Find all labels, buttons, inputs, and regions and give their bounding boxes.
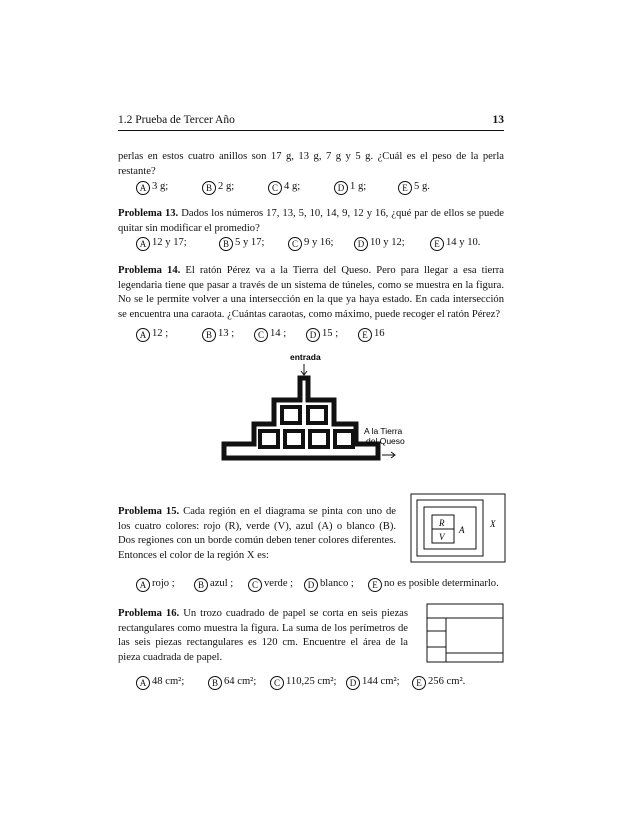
tunnel-room — [260, 431, 278, 447]
tunnel-diagram — [216, 346, 412, 466]
option-d[interactable]: D blanco ; — [304, 578, 354, 592]
option-e[interactable]: E 14 y 10. — [430, 237, 480, 251]
region-diagram — [410, 493, 506, 563]
tunnel-room — [310, 431, 328, 447]
option-a[interactable]: A 12 ; — [136, 328, 168, 342]
problem-15-text: Problema 15. Cada región en el diagrama se pinta con uno de los cuatro colores: rojo (R), verde (V), azul (A) o blanco (B). Dos regiones con un borde común deben tener colores diferentes. Entonces el color de la región X es: — [118, 506, 396, 561]
section-title: 1.2 Prueba de Tercer Año — [118, 114, 235, 126]
tunnel-room — [282, 407, 300, 423]
option-e[interactable]: E 16 — [358, 328, 385, 342]
tunnel-room — [308, 407, 326, 423]
header-rule — [118, 130, 504, 131]
problem-13-title: Problema 13. — [118, 208, 179, 219]
option-b[interactable]: B 13 ; — [202, 328, 234, 342]
tunnel-room — [285, 431, 303, 447]
exit-label-line1: A la Tierra — [364, 426, 403, 436]
page-number: 13 — [492, 114, 504, 126]
tunnel-room — [335, 431, 353, 447]
running-header — [118, 114, 504, 126]
option-b[interactable]: B 2 g; — [202, 181, 234, 195]
option-b[interactable]: B 5 y 17; — [219, 237, 264, 251]
paper-cut-diagram — [426, 603, 504, 663]
option-a[interactable]: A rojo ; — [136, 578, 175, 592]
option-d[interactable]: D 144 cm²; — [346, 676, 400, 690]
option-a[interactable]: A 3 g; — [136, 181, 168, 195]
region-ring — [417, 500, 483, 556]
option-c[interactable]: C 110,25 cm²; — [270, 676, 336, 690]
option-a[interactable]: A 48 cm²; — [136, 676, 184, 690]
exit-label-line2: del Queso — [366, 436, 405, 446]
option-c[interactable]: C verde ; — [248, 578, 293, 592]
problem-16-text: Problema 16. Un trozo cuadrado de papel se corta en seis piezas rectangulares como muestra la figura. La suma de los perímetros de las seis piezas rectangulares es 120 cm. Encuentre el área de la pieza cuadrada de papel. — [118, 608, 408, 663]
problem-13-text: Problema 13. Dados los números 17, 13, 5, 10, 14, 9, 12 y 16, ¿qué par de ellos se puede quitar sin modificar el promedio? — [118, 208, 504, 234]
option-b[interactable]: B 64 cm²; — [208, 676, 256, 690]
option-c[interactable]: C 4 g; — [268, 181, 300, 195]
option-e[interactable]: E no es posible determinarlo. — [368, 578, 499, 592]
option-b[interactable]: B azul ; — [194, 578, 233, 592]
region-v: V — [439, 532, 445, 542]
option-e[interactable]: E 5 g. — [398, 181, 430, 195]
option-d[interactable]: D 1 g; — [334, 181, 366, 195]
region-x: X — [490, 519, 496, 529]
problem-15-title: Problema 15. — [118, 506, 180, 517]
region-a: A — [459, 525, 465, 535]
region-r: R — [439, 518, 445, 528]
option-a[interactable]: A 12 y 17; — [136, 237, 187, 251]
option-c[interactable]: C 14 ; — [254, 328, 286, 342]
problem-14-text: Problema 14. El ratón Pérez va a la Tierra del Queso. Pero para llegar a esa tierra legendaria tiene que pasar a través de un sistema de túneles, como se muestra en la figura. No se le permite volver a una intersección en la que ya haya estado. En cada intersección se encuentra una caraota. ¿Cuántas caraotas, como máximo, puede recoger el ratón Pérez? — [118, 265, 504, 320]
option-c[interactable]: C 9 y 16; — [288, 237, 333, 251]
entrance-label: entrada — [290, 352, 321, 362]
option-d[interactable]: D 10 y 12; — [354, 237, 405, 251]
problem-14-title: Problema 14. — [118, 265, 181, 276]
option-d[interactable]: D 15 ; — [306, 328, 338, 342]
problem-16-title: Problema 16. — [118, 608, 180, 619]
problem-12-text: perlas en estos cuatro anillos son 17 g, 13 g, 7 g y 5 g. ¿Cuál es el peso de la perla restante? — [118, 151, 504, 177]
option-e[interactable]: E 256 cm². — [412, 676, 465, 690]
